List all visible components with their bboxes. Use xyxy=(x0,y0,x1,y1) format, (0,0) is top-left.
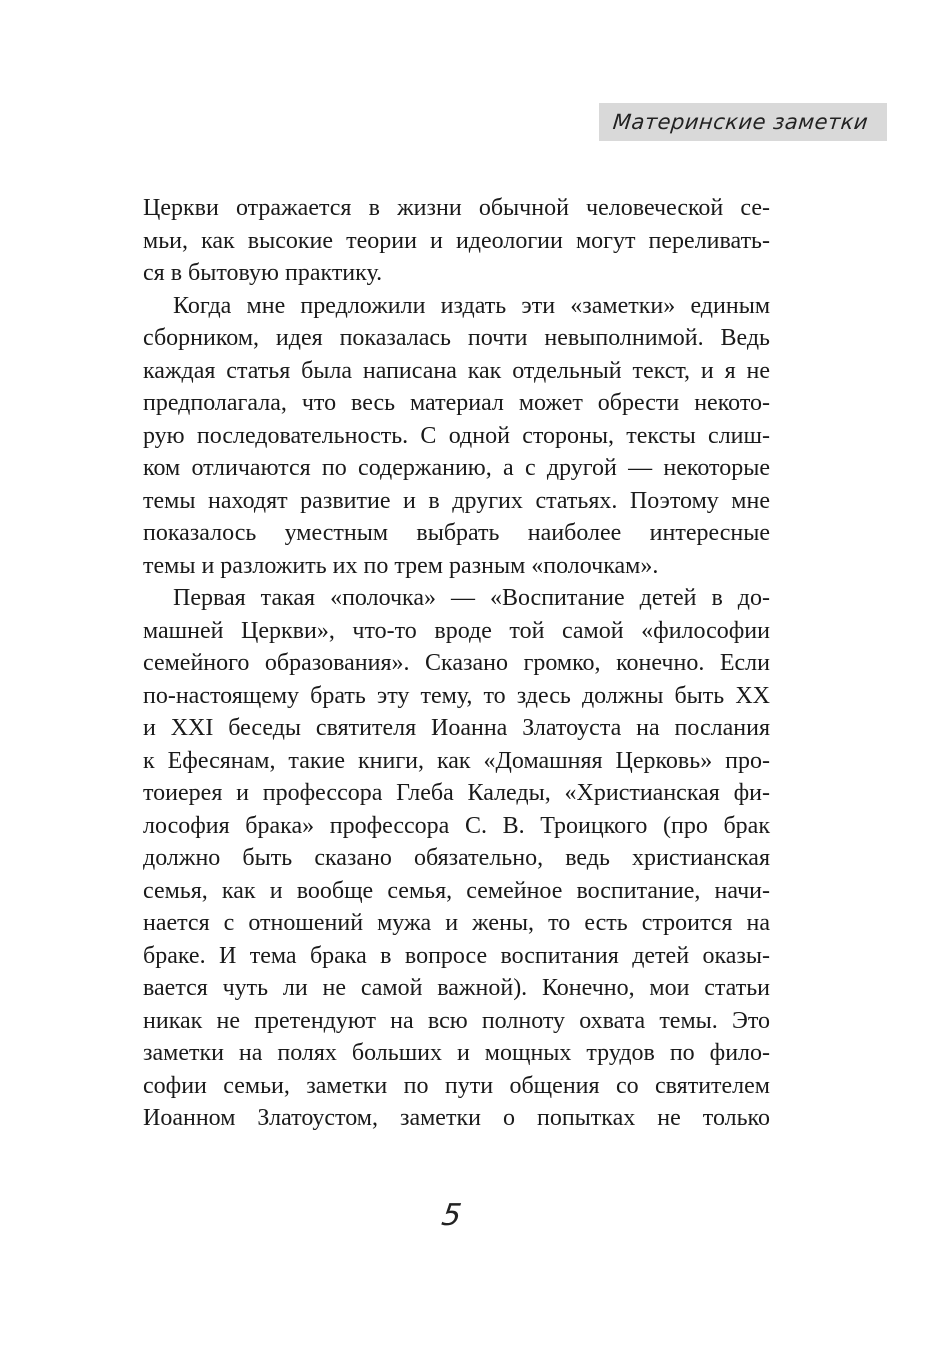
text-line: вается чуть ли не самой важной). Конечно, мои статьи xyxy=(143,975,770,1001)
text-line: Первая такая «полочка» — «Воспитание детей в до- xyxy=(173,585,770,611)
text-line: к Ефесянам, такие книги, как «Домашняя Церковь» про- xyxy=(143,747,770,774)
text-line: предполагала, что весь материал может обрести некото- xyxy=(143,390,770,416)
text-line: ком отличаются по содержанию, а с другой — некоторые xyxy=(143,455,770,481)
text-line: браке. И тема брака в вопросе воспитания детей оказы- xyxy=(143,942,770,969)
running-header-title: Материнские заметки xyxy=(611,110,870,134)
text-line: семейного образования». Сказано громко, конечно. Если xyxy=(143,650,770,676)
text-line: Иоанном Златоустом, заметки о попытках не только xyxy=(143,1105,770,1131)
text-line: сборником, идея показалась почти невыполнимой. Ведь xyxy=(143,325,770,351)
text-line: Церкви отражается в жизни обычной человеческой се- xyxy=(143,195,770,221)
text-line: по-настоящему брать эту тему, то здесь должны быть XX xyxy=(143,682,770,709)
body-text xyxy=(143,192,770,1135)
text-line: софии семьи, заметки по пути общения со святителем xyxy=(143,1072,770,1099)
text-line: должно быть сказано обязательно, ведь христианская xyxy=(143,845,770,871)
text-line: каждая статья была написана как отдельный текст, и я не xyxy=(143,357,770,384)
text-line: темы и разложить их по трем разным «полочкам». xyxy=(143,552,659,579)
running-header xyxy=(599,103,887,141)
text-line: заметки на полях больших и мощных трудов по фило- xyxy=(143,1040,770,1066)
text-line: мьи, как высокие теории и идеологии могут переливать- xyxy=(143,227,770,254)
text-line: тоиерея и профессора Глеба Каледы, «Христианская фи- xyxy=(143,780,770,806)
text-line: семья, как и вообще семья, семейное воспитание, начи- xyxy=(143,877,770,904)
text-line: темы находят развитие и в других статьях. Поэтому мне xyxy=(143,487,770,514)
text-line: ся в бытовую практику. xyxy=(143,260,383,286)
text-line: никак не претендуют на всю полноту охвата темы. Это xyxy=(143,1007,770,1034)
text-line: рую последовательность. С одной стороны, тексты слиш- xyxy=(143,422,770,449)
text-line: машней Церкви», что-то вроде той самой «философии xyxy=(143,617,770,644)
text-line: Когда мне предложили издать эти «заметки» единым xyxy=(173,292,770,319)
text-line: показалось уместным выбрать наиболее интересные xyxy=(143,520,770,546)
page-number: 5 xyxy=(439,1198,464,1233)
text-line: и XXI беседы святителя Иоанна Златоуста на послания xyxy=(143,715,770,741)
text-line: нается с отношений мужа и жены, то есть строится на xyxy=(143,910,770,936)
text-line: лософия брака» профессора С. В. Троицкого (про брак xyxy=(143,812,770,839)
